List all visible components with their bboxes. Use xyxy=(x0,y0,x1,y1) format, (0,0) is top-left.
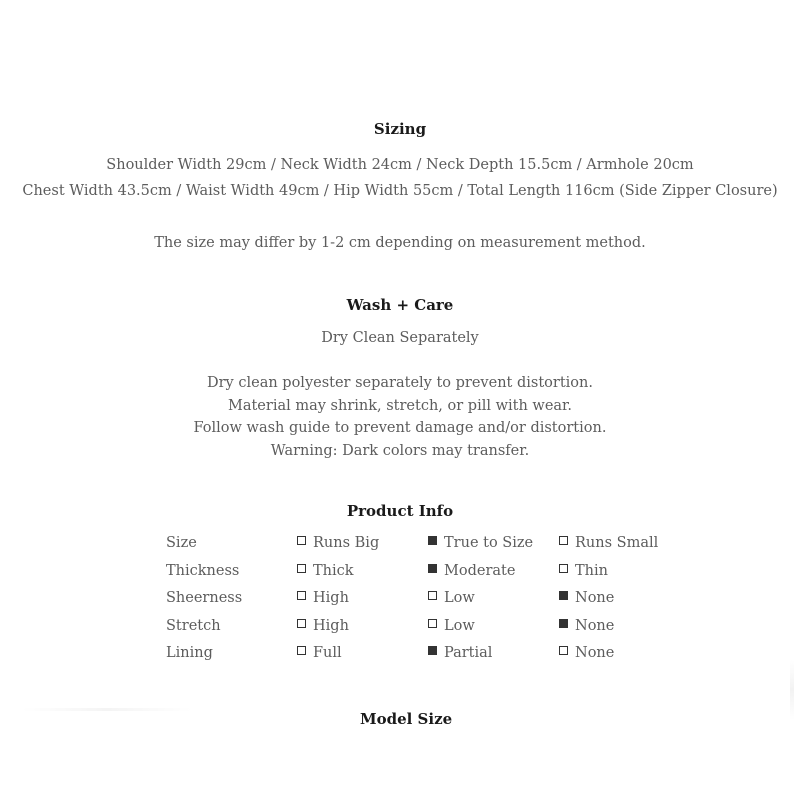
product-info-row xyxy=(166,590,686,618)
product-info-option xyxy=(559,535,658,551)
product-info-option-label: Runs Small xyxy=(575,535,659,551)
unchecked-box-icon xyxy=(559,536,568,545)
sizing-note: The size may differ by 1-2 cm depending on measurement method. xyxy=(154,235,646,251)
wash-care-detail: Dry clean polyester separately to prevent distortion. xyxy=(207,375,593,391)
product-info-title: Product Info xyxy=(346,502,454,520)
model-size-title-clipped xyxy=(360,708,453,728)
product-info-option xyxy=(428,563,515,579)
product-info-label: Size xyxy=(166,535,197,551)
product-info-label: Sheerness xyxy=(166,590,243,606)
product-info-option xyxy=(297,535,379,551)
checked-box-icon xyxy=(428,564,437,573)
product-info-row xyxy=(166,618,686,646)
product-info-row xyxy=(166,535,686,563)
product-info-option-label: High xyxy=(313,617,349,634)
checked-box-icon xyxy=(559,591,568,600)
product-info-option xyxy=(297,590,349,606)
wash-care-instruction: Dry Clean Separately xyxy=(321,330,479,346)
wash-care-detail: Warning: Dark colors may transfer. xyxy=(270,442,530,459)
product-info-option xyxy=(428,618,475,634)
product-info-option-label: True to Size xyxy=(444,535,534,551)
product-info-option xyxy=(559,618,614,634)
unchecked-box-icon xyxy=(428,619,437,628)
product-info-option xyxy=(297,618,349,634)
sizing-title: Sizing xyxy=(373,120,427,138)
unchecked-box-icon xyxy=(297,536,306,545)
product-info-option-label: Moderate xyxy=(444,562,516,579)
product-info-option-label: Low xyxy=(444,590,475,606)
divider xyxy=(22,708,192,711)
unchecked-box-icon xyxy=(428,591,437,600)
product-info-option-label: Full xyxy=(313,645,342,661)
sizing-measurements-line-2: Chest Width 43.5cm / Waist Width 49cm / Hip Width 55cm / Total Length 116cm (Side Zipper Closure) xyxy=(22,183,778,199)
product-info-label: Thickness xyxy=(166,562,240,579)
product-info-option-label: Runs Big xyxy=(313,535,380,551)
divider xyxy=(790,660,794,720)
product-info-option xyxy=(559,590,614,606)
wash-care-title: Wash + Care xyxy=(346,296,454,314)
checked-box-icon xyxy=(559,619,568,628)
product-info-option-label: Low xyxy=(444,617,475,634)
product-info-label: Stretch xyxy=(166,617,221,634)
product-info-row xyxy=(166,645,686,673)
product-info-option xyxy=(428,590,475,606)
checked-box-icon xyxy=(428,646,437,655)
product-info-label: Lining xyxy=(166,645,213,661)
product-info-row xyxy=(166,563,686,591)
product-info-option-label: Partial xyxy=(444,645,493,661)
unchecked-box-icon xyxy=(297,591,306,600)
product-info-option-label: None xyxy=(575,590,615,606)
product-info-option-label: None xyxy=(575,617,615,634)
wash-care-detail: Follow wash guide to prevent damage and/or distortion. xyxy=(193,420,607,436)
product-info-option xyxy=(297,563,354,579)
product-info-option xyxy=(428,535,533,551)
product-info-option-label: None xyxy=(575,645,615,661)
unchecked-box-icon xyxy=(559,646,568,655)
product-info-option-label: Thick xyxy=(313,562,354,579)
wash-care-detail: Material may shrink, stretch, or pill with wear. xyxy=(227,397,572,414)
unchecked-box-icon xyxy=(297,619,306,628)
product-info-option xyxy=(297,645,342,661)
sizing-measurements-line-1: Shoulder Width 29cm / Neck Width 24cm / Neck Depth 15.5cm / Armhole 20cm xyxy=(106,157,694,173)
unchecked-box-icon xyxy=(297,646,306,655)
product-info-table xyxy=(166,535,686,673)
product-info-option xyxy=(559,645,614,661)
unchecked-box-icon xyxy=(559,564,568,573)
product-info-option xyxy=(559,563,608,579)
checked-box-icon xyxy=(428,536,437,545)
unchecked-box-icon xyxy=(297,564,306,573)
model-size-title: Model Size xyxy=(360,710,453,728)
product-info-option-label: Thin xyxy=(575,562,608,579)
product-info-option-label: High xyxy=(313,590,349,606)
product-info-option xyxy=(428,645,492,661)
